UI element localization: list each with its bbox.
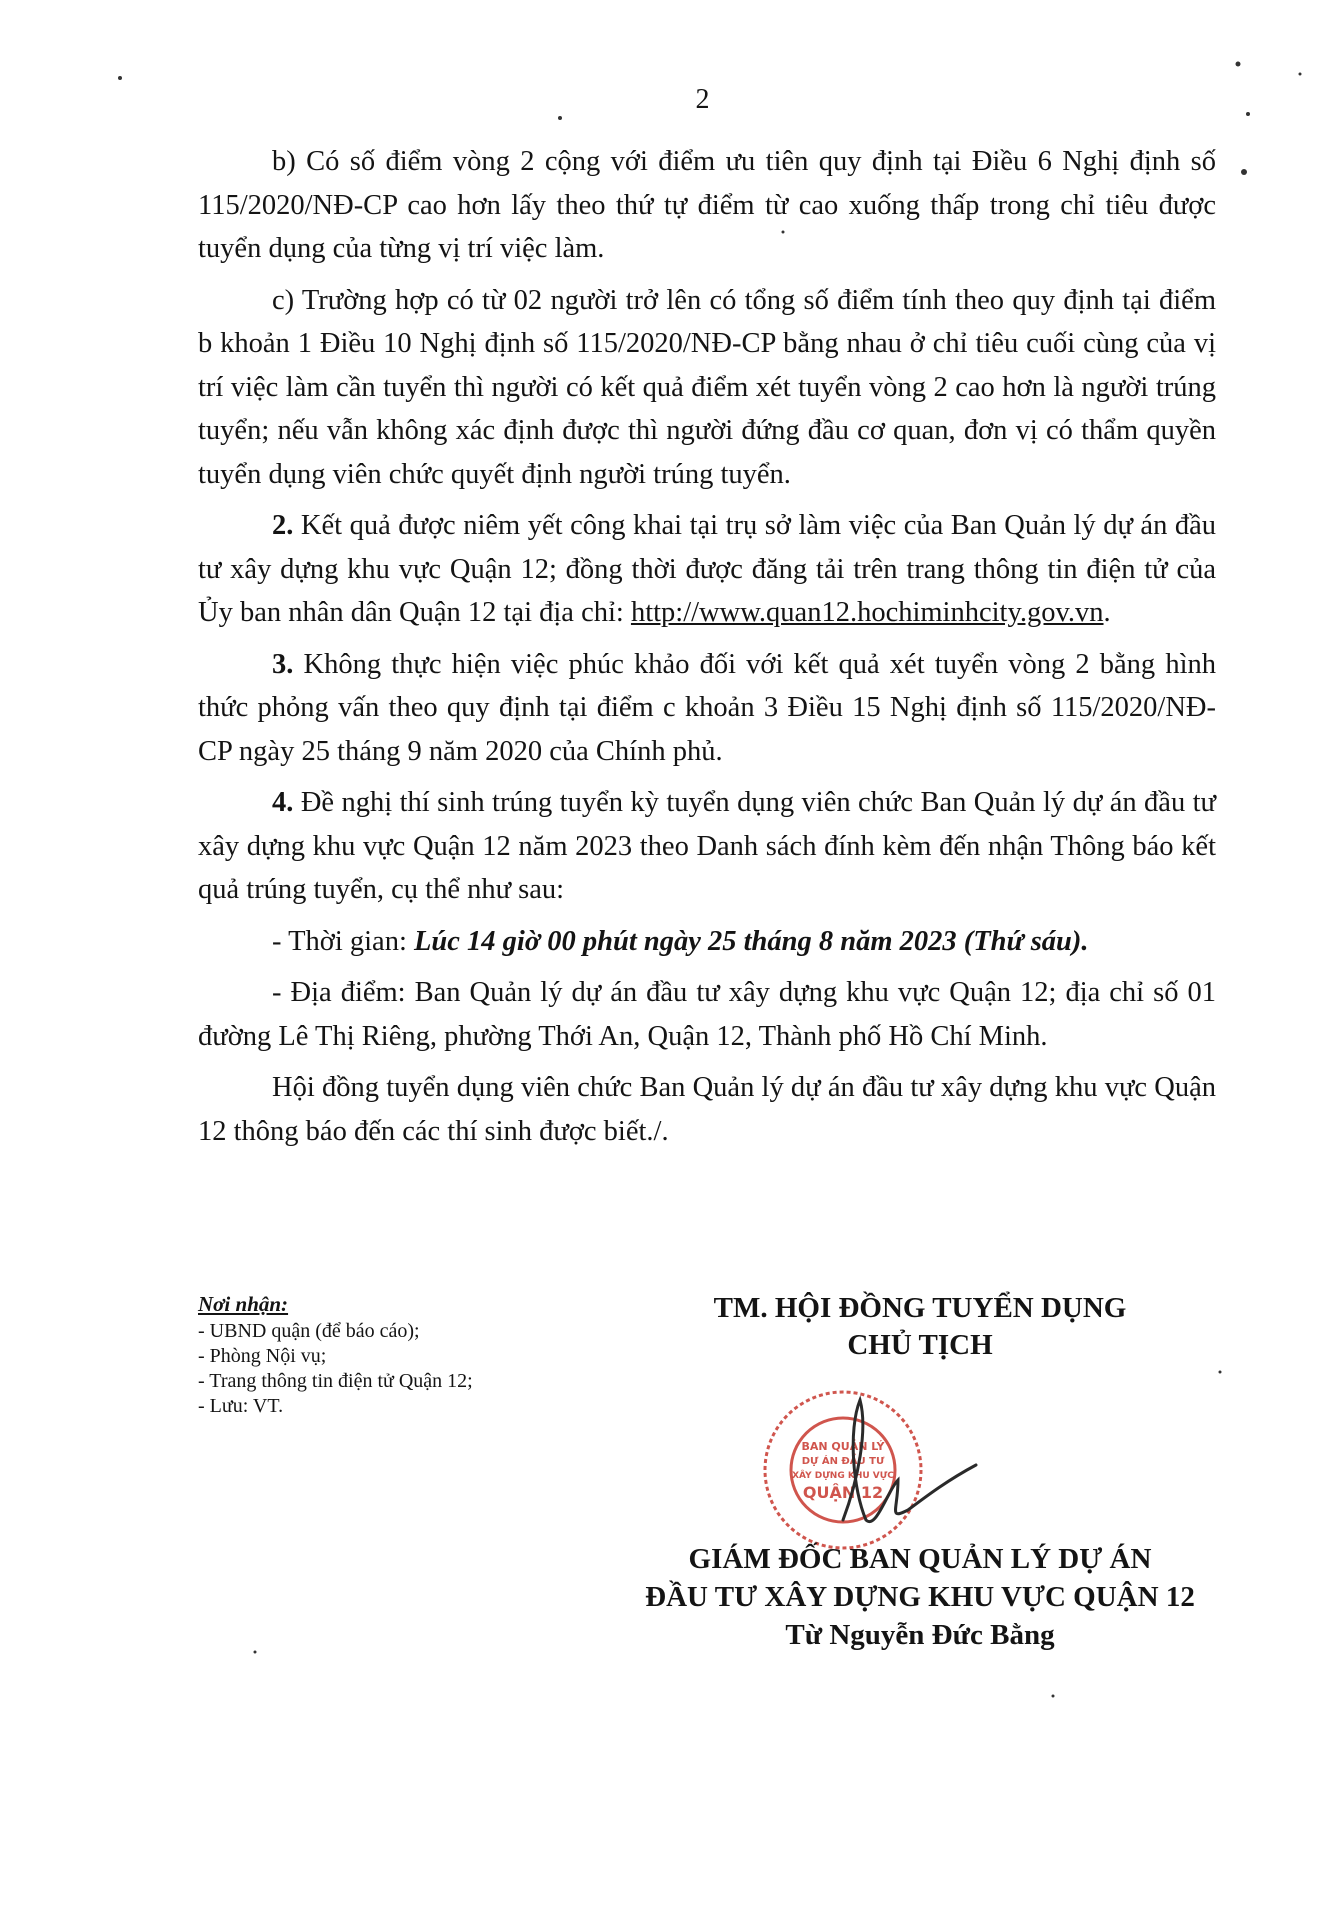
paragraph-c: c) Trường hợp có từ 02 người trở lên có tổng số điểm tính theo quy định tại điểm b khoản 1 Điều 10 Nghị định số 115/2020/NĐ-CP bằng nhau ở chỉ tiêu cuối cùng của vị trí việc làm cần tuyển thì người có kết quả điểm xét tuyển vòng 2 cao hơn là người trúng tuyển; nếu vẫn không xác định được thì người đứng đầu cơ quan, đơn vị có thẩm quyền tuyển dụng viên chức quyết định người trúng tuyển. <box>198 284 1216 490</box>
time-value: Lúc 14 giờ 00 phút ngày 25 tháng 8 năm 2023 (Thứ sáu). <box>414 925 1089 957</box>
paragraph-2 <box>198 504 1216 635</box>
website-link[interactable]: http://www.quan12.hochiminhcity.gov.vn <box>630 597 1104 628</box>
recipient-item: - UBND quận (để báo cáo); <box>198 1320 420 1342</box>
signer-block <box>620 1540 1220 1654</box>
seal-text-line: DỰ ÁN ĐẦU TƯ <box>801 1456 885 1467</box>
paragraph-4 <box>198 781 1216 912</box>
time-line <box>198 920 1216 964</box>
place-line: - Địa điểm: Ban Quản lý dự án đầu tư xây dựng khu vực Quận 12; địa chỉ số 01 đường Lê Thị Riêng, phường Thới An, Quận 12, Thành phố Hồ Chí Minh. <box>198 977 1216 1052</box>
paragraph-2-end: . <box>1103 597 1111 628</box>
recipient-item: - Lưu: VT. <box>198 1395 284 1417</box>
chairman-line: CHỦ TỊCH <box>847 1329 993 1361</box>
signer-name: Từ Nguyễn Đức Bằng <box>785 1619 1055 1651</box>
paragraph-4-text: Đề nghị thí sinh trúng tuyển kỳ tuyển dụng viên chức Ban Quản lý dự án đầu tư xây dựng khu vực Quận 12 năm 2023 theo Danh sách đính kèm đến nhận Thông báo kết quả trúng tuyển, cụ thể như sau: <box>198 787 1216 905</box>
recipients-list <box>198 1319 658 1419</box>
signature-heading <box>620 1290 1220 1364</box>
signer-title-1: GIÁM ĐỐC BAN QUẢN LÝ DỰ ÁN <box>688 1543 1152 1575</box>
document-body <box>198 140 1216 1161</box>
recipients-heading: Nơi nhận: <box>198 1292 289 1316</box>
time-label: - Thời gian: <box>272 925 414 957</box>
paragraph-3-number: 3. <box>272 648 294 680</box>
paragraph-b: b) Có số điểm vòng 2 cộng với điểm ưu tiên quy định tại Điều 6 Nghị định số 115/2020/NĐ-CP cao hơn lấy theo thứ tự điểm từ cao xuống thấp trong chỉ tiêu được tuyển dụng của từng vị trí việc làm. <box>198 146 1216 264</box>
seal-text-line: XÂY DỰNG KHU VỰC <box>792 1471 894 1481</box>
paragraph-3 <box>198 643 1216 774</box>
page-number: 2 <box>695 84 710 115</box>
paragraph-3-text: Không thực hiện việc phúc khảo đối với kết quả xét tuyển vòng 2 bằng hình thức phỏng vấn theo quy định tại điểm c khoản 3 Điều 15 Nghị định số 115/2020/NĐ-CP ngày 25 tháng 9 năm 2020 của Chính phủ. <box>198 648 1217 767</box>
paragraph-2-text: Kết quả được niêm yết công khai tại trụ sở làm việc của Ban Quản lý dự án đầu tư xây dựng khu vực Quận 12; đồng thời được đăng tải trên trang thông tin điện tử của Ủy ban nhân dân Quận 12 tại địa chỉ: <box>198 510 1216 628</box>
signer-title-2: ĐẦU TƯ XÂY DỰNG KHU VỰC QUẬN 12 <box>645 1581 1195 1613</box>
paragraph-2-number: 2. <box>272 510 294 541</box>
paragraph-4-number: 4. <box>272 787 294 818</box>
recipients-block <box>198 1292 658 1419</box>
closing-paragraph: Hội đồng tuyển dụng viên chức Ban Quản lý dự án đầu tư xây dựng khu vực Quận 12 thông báo đến các thí sinh được biết./. <box>198 1072 1216 1147</box>
recipient-item: - Phòng Nội vụ; <box>198 1345 327 1367</box>
seal-text-line: BAN QUẢN LÝ <box>801 1440 885 1453</box>
council-line: TM. HỘI ĐỒNG TUYỂN DỤNG <box>713 1292 1127 1324</box>
seal-text-line: QUẬN 12 <box>802 1483 884 1502</box>
recipient-item: - Trang thông tin điện tử Quận 12; <box>198 1370 473 1392</box>
